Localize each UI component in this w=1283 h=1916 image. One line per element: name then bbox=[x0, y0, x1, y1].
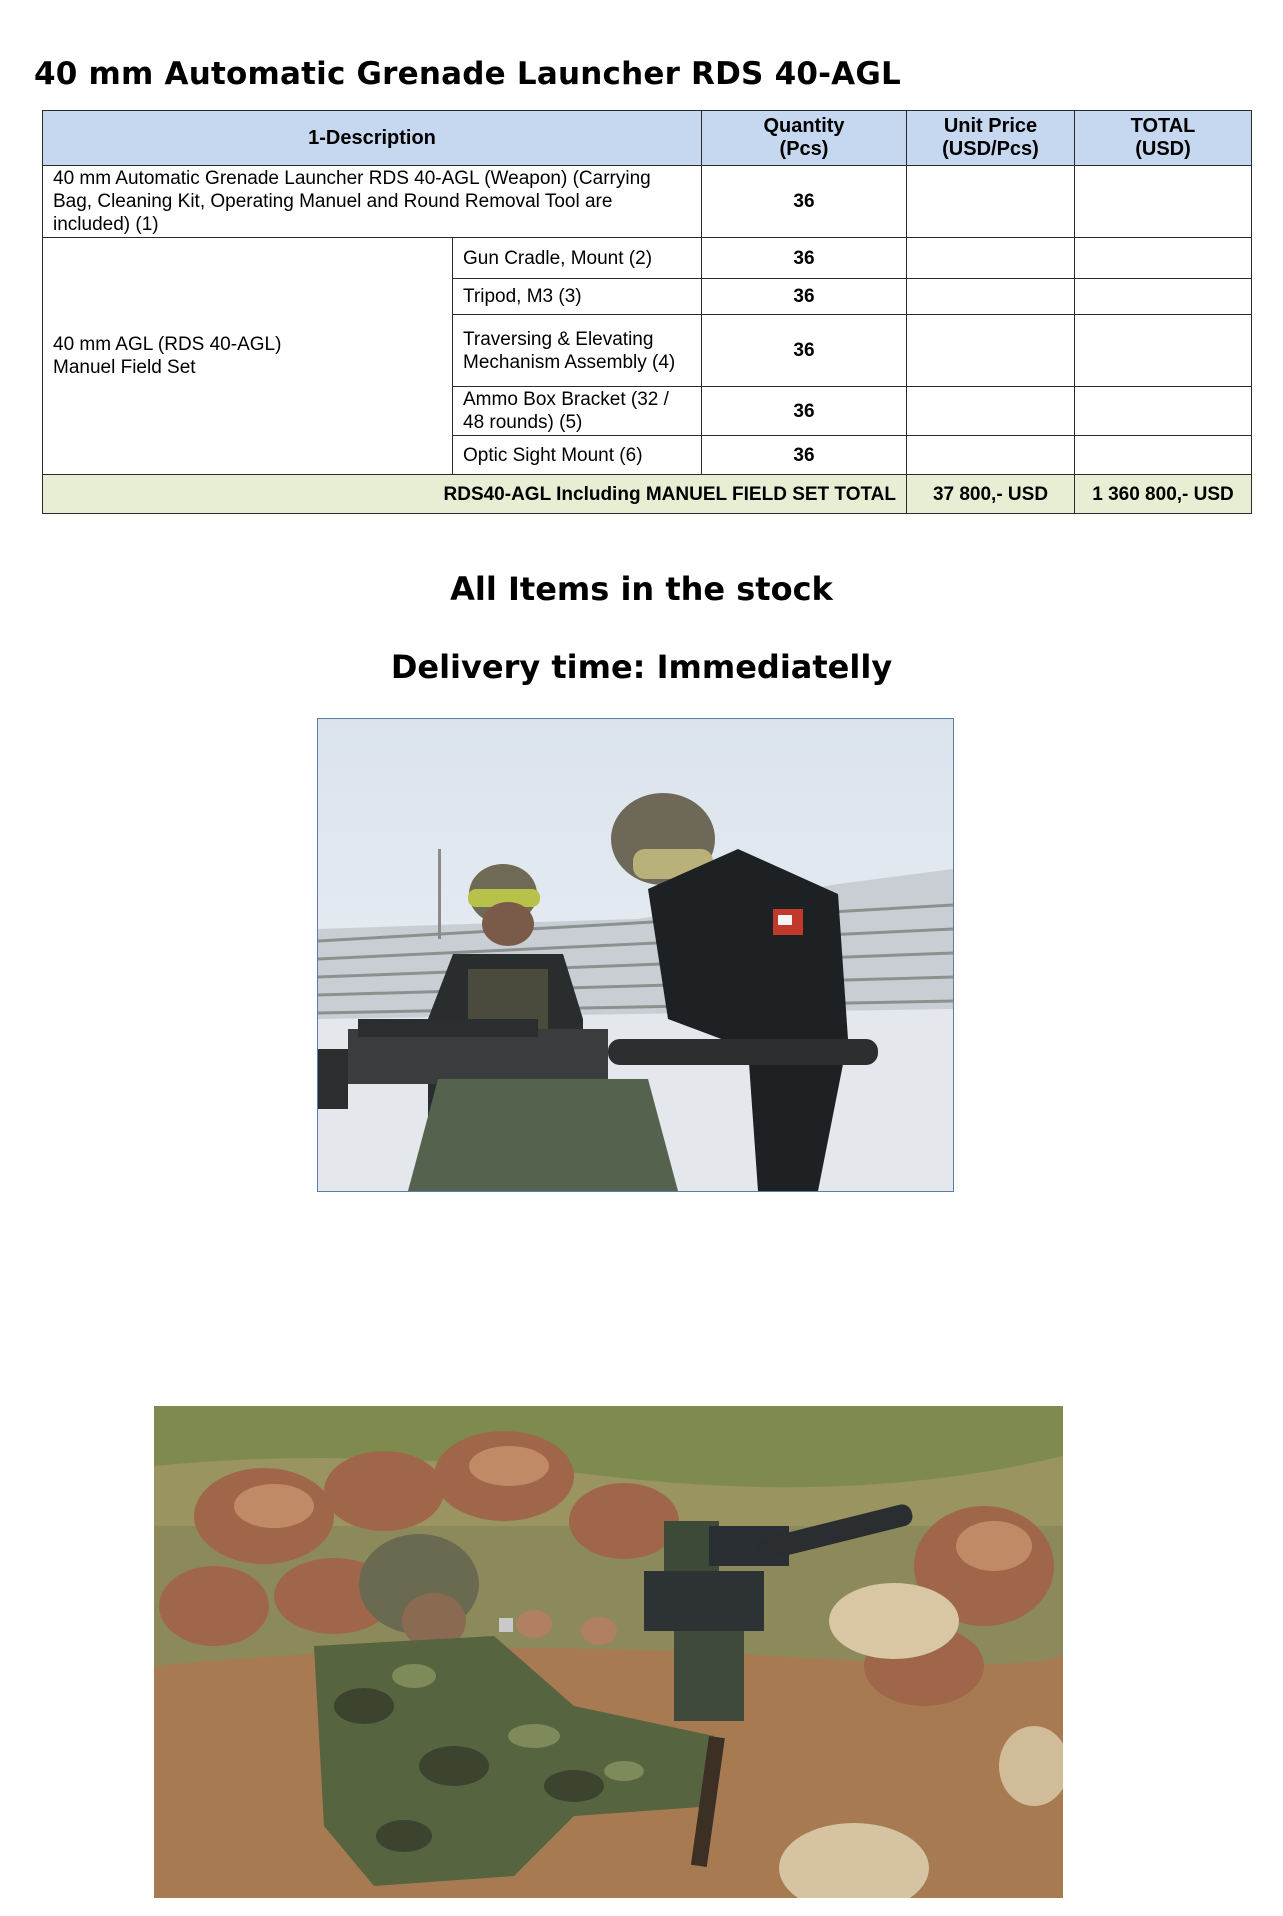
header-unit-price-line2: (USD/Pcs) bbox=[942, 138, 1039, 160]
snow-soldiers-photo bbox=[317, 718, 954, 1192]
field-set-group-line2: Manuel Field Set bbox=[53, 357, 196, 378]
header-total-line2: (USD) bbox=[1135, 138, 1191, 160]
weapon-description: 40 mm Automatic Grenade Launcher RDS 40-AGL (Weapon) (Carrying Bag, Cleaning Kit, Operating Manuel and Round Removal Tool are included) (1) bbox=[43, 166, 702, 238]
header-total bbox=[1075, 111, 1252, 166]
total-label: RDS40-AGL Including MANUEL FIELD SET TOTAL bbox=[43, 475, 907, 514]
field-set-item-quantity: 36 bbox=[702, 315, 907, 387]
field-set-item-unit-price bbox=[907, 315, 1075, 387]
table-header-row bbox=[43, 111, 1252, 166]
document-title: 40 mm Automatic Grenade Launcher RDS 40-AGL bbox=[34, 56, 901, 92]
header-quantity-line2: (Pcs) bbox=[779, 138, 829, 160]
stock-note: All Items in the stock bbox=[450, 570, 833, 608]
field-set-item-name: Ammo Box Bracket (32 / 48 rounds) (5) bbox=[453, 387, 702, 436]
field-set-item-total bbox=[1075, 315, 1252, 387]
header-description: 1-Description bbox=[43, 111, 702, 166]
table-row-weapon bbox=[43, 166, 1252, 238]
header-unit-price bbox=[907, 111, 1075, 166]
total-unit-price: 37 800,- USD bbox=[907, 475, 1075, 514]
field-set-item-quantity: 36 bbox=[702, 387, 907, 436]
header-quantity-line1: Quantity bbox=[763, 115, 845, 137]
field-set-group-label bbox=[43, 238, 453, 475]
delivery-note: Delivery time: Immediatelly bbox=[390, 648, 893, 686]
field-set-item-unit-price bbox=[907, 279, 1075, 315]
field-set-item-unit-price bbox=[907, 387, 1075, 436]
price-table bbox=[42, 110, 1252, 514]
table-row-total bbox=[43, 475, 1252, 514]
field-soldier-illustration bbox=[154, 1406, 1063, 1898]
snow-soldiers-illustration bbox=[318, 719, 953, 1191]
header-total-line1: TOTAL bbox=[1130, 115, 1196, 137]
weapon-unit-price bbox=[907, 166, 1075, 238]
field-set-item-name: Traversing & Elevating Mechanism Assembly (4) bbox=[453, 315, 702, 387]
table-row-field-set-item bbox=[43, 238, 1252, 279]
field-set-item-total bbox=[1075, 279, 1252, 315]
header-quantity bbox=[702, 111, 907, 166]
field-set-item-quantity: 36 bbox=[702, 436, 907, 475]
field-set-item-total bbox=[1075, 238, 1252, 279]
field-soldier-photo bbox=[154, 1406, 1063, 1898]
field-set-group-line1: 40 mm AGL (RDS 40-AGL) bbox=[53, 334, 282, 355]
field-set-item-unit-price bbox=[907, 238, 1075, 279]
header-unit-price-line1: Unit Price bbox=[943, 115, 1038, 137]
field-set-item-unit-price bbox=[907, 436, 1075, 475]
field-set-item-total bbox=[1075, 436, 1252, 475]
field-set-item-name: Optic Sight Mount (6) bbox=[453, 436, 702, 475]
field-set-item-name: Tripod, M3 (3) bbox=[453, 279, 702, 315]
weapon-total bbox=[1075, 166, 1252, 238]
field-set-item-quantity: 36 bbox=[702, 238, 907, 279]
total-amount: 1 360 800,- USD bbox=[1075, 475, 1252, 514]
field-set-item-quantity: 36 bbox=[702, 279, 907, 315]
weapon-quantity: 36 bbox=[702, 166, 907, 238]
field-set-item-name: Gun Cradle, Mount (2) bbox=[453, 238, 702, 279]
field-set-item-total bbox=[1075, 387, 1252, 436]
